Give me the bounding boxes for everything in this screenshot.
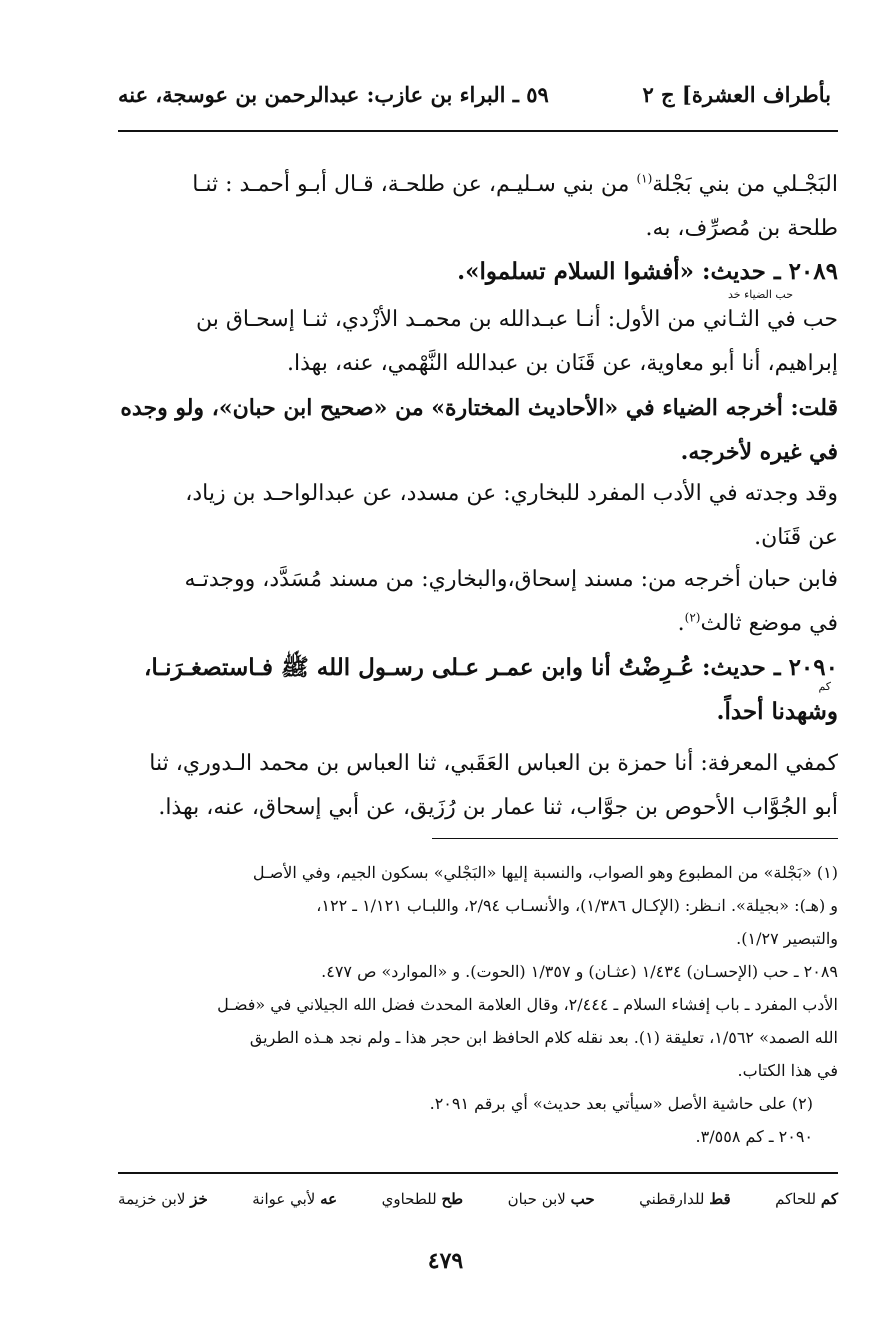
abbr-item	[775, 1190, 838, 1220]
abbr-label: للطحاوي	[381, 1190, 437, 1208]
text-line: والتبصير ١/٢٧).	[736, 929, 838, 948]
text-line: حب في الثـاني من الأول: أنـا عبـدالله بن محمـد الأزْدي، ثنـا إسحـاق بن	[196, 307, 838, 332]
text-span: .	[677, 611, 685, 636]
paragraph-chain-continuation	[118, 163, 838, 251]
abbr-code: كم	[820, 1190, 838, 1208]
abbr-code: طح	[441, 1190, 464, 1208]
paragraph-adab-mufrad	[118, 472, 838, 560]
abbr-item	[252, 1190, 337, 1220]
hadith-heading-2089: ٢٠٨٩ ـ حديث: «أفشوا السلام تسلموا».	[457, 258, 838, 285]
text-line: وشهدنا أحداً.	[716, 698, 838, 725]
text-line: عن قَنَان.	[754, 525, 838, 550]
footnote-2: (٢) على حاشية الأصل «سيأتي بعد حديث» أي برقم ٢٠٩١.	[429, 1094, 813, 1113]
abbr-label: لابن حبان	[507, 1190, 566, 1208]
text-line	[118, 163, 838, 207]
text-line: طلحة بن مُصرِّف، به.	[645, 216, 838, 241]
source-tag-2090: كم	[818, 680, 831, 693]
abbr-code: خز	[190, 1190, 208, 1208]
paragraph-isnad-2089	[118, 298, 838, 386]
footer-rule	[118, 1172, 838, 1174]
text-span: في موضع ثالث	[700, 611, 838, 636]
abbr-label: للحاكم	[775, 1190, 817, 1208]
text-line: و (هـ): «بجيلة». انـظر: (الإكـال ١/٣٨٦)، والأنسـاب ٢/٩٤، واللبـاب ١/١٢١ ـ ١٢٢،	[316, 896, 838, 915]
abbr-label: للدارقطني	[639, 1190, 705, 1208]
text-line: كمفي المعرفة: أنا حمزة بن العباس العَقَبي، ثنا العباس بن محمد الـدوري، ثنا	[149, 751, 838, 776]
text-line: فابن حبان أخرجه من: مسند إسحاق،والبخاري: من مسند مُسَدَّد، ووجدتـه	[184, 567, 838, 592]
text-line: ٢٠٩٠ ـ حديث: عُـرِضْتُ أنا وابن عمـر عـلى رسـول الله ﷺ فـاستصغـرَنـا،	[143, 654, 838, 681]
running-header	[118, 82, 831, 118]
text-line: وقد وجدته في الأدب المفرد للبخاري: عن مسدد، عن عبدالواحـد بن زياد،	[185, 481, 838, 506]
footnote-2090: ٢٠٩٠ ـ كم ٣/٥٥٨.	[695, 1127, 813, 1146]
abbreviations-legend	[118, 1190, 838, 1220]
header-rule	[118, 130, 838, 132]
abbr-item	[639, 1190, 731, 1220]
abbr-code: حب	[570, 1190, 595, 1208]
footnote-ref: (١)	[636, 171, 653, 186]
paragraph-ibn-hibban	[118, 558, 838, 646]
text-line: قلت: أخرجه الضياء في «الأحاديث المختارة» من «صحيح ابن حبان»، ولو وجده	[120, 395, 838, 421]
text-line: في هذا الكتاب.	[737, 1061, 838, 1080]
abbr-label: لابن خزيمة	[118, 1190, 186, 1208]
abbr-item	[382, 1190, 463, 1220]
text-line	[118, 602, 838, 646]
hadith-heading-2090	[118, 646, 838, 734]
text-line: إبراهيم، أنا أبو معاوية، عن قَنَان بن عبدالله النَّهْمي، عنه، بهذا.	[287, 351, 838, 376]
abbr-code: عه	[320, 1190, 338, 1208]
source-tag-2089: حب الضياء خد	[728, 288, 793, 301]
page-number: ٤٧٩	[427, 1248, 464, 1274]
text-line: (١) «بَجْلة» من المطبوع وهو الصواب، والنسبة إليها «البَجْلي» بسكون الجيم، وفي الأصـل	[252, 863, 838, 882]
text-line: أبو الجُوَّاب الأحوص بن جوَّاب، ثنا عمار بن رُزَيق، عن أبي إسحاق، عنه، بهذا.	[158, 795, 838, 820]
abbr-item	[118, 1190, 208, 1220]
abbr-label: لأبي عوانة	[252, 1190, 316, 1208]
text-line: في غيره لأخرجه.	[680, 439, 838, 465]
abbr-code: قط	[709, 1190, 731, 1208]
text-line: ٢٠٨٩ ـ حب (الإحسـان) ١/٤٣٤ (عثـان) و ١/٣٥٧ (الحوت). و «الموارد» ص ٤٧٧.	[321, 962, 838, 981]
text-line: الأدب المفرد ـ باب إفشاء السلام ـ ٢/٤٤٤، وقال العلامة المحدث فضل الله الجيلاني في «فضـل	[217, 995, 838, 1014]
header-chapter-title: ٥٩ ـ البراء بن عازب: عبدالرحمن بن عوسجة، عنه	[118, 82, 549, 107]
text-span: البَجْـلي من بني بَجْلة	[652, 172, 838, 197]
paragraph-isnad-2090	[118, 742, 838, 830]
footnote-ref: (٢)	[684, 610, 701, 625]
text-line: الله الصمد» ١/٥٦٢، تعليقة (١). بعد نقله كلام الحافظ ابن حجر هذا ـ ولم نجد هـذه الطريق	[249, 1028, 838, 1047]
footnote-1	[118, 856, 838, 955]
footnote-2089	[118, 955, 838, 1087]
abbr-item	[508, 1190, 595, 1220]
text-span: من بني سـليـم، عن طلحـة، قـال أبـو أحمـد : ثنـا	[192, 172, 637, 197]
header-book-title: بأطراف العشرة] ج ٢	[642, 82, 831, 107]
paragraph-note-dia	[118, 386, 838, 474]
footnote-rule	[432, 838, 838, 839]
